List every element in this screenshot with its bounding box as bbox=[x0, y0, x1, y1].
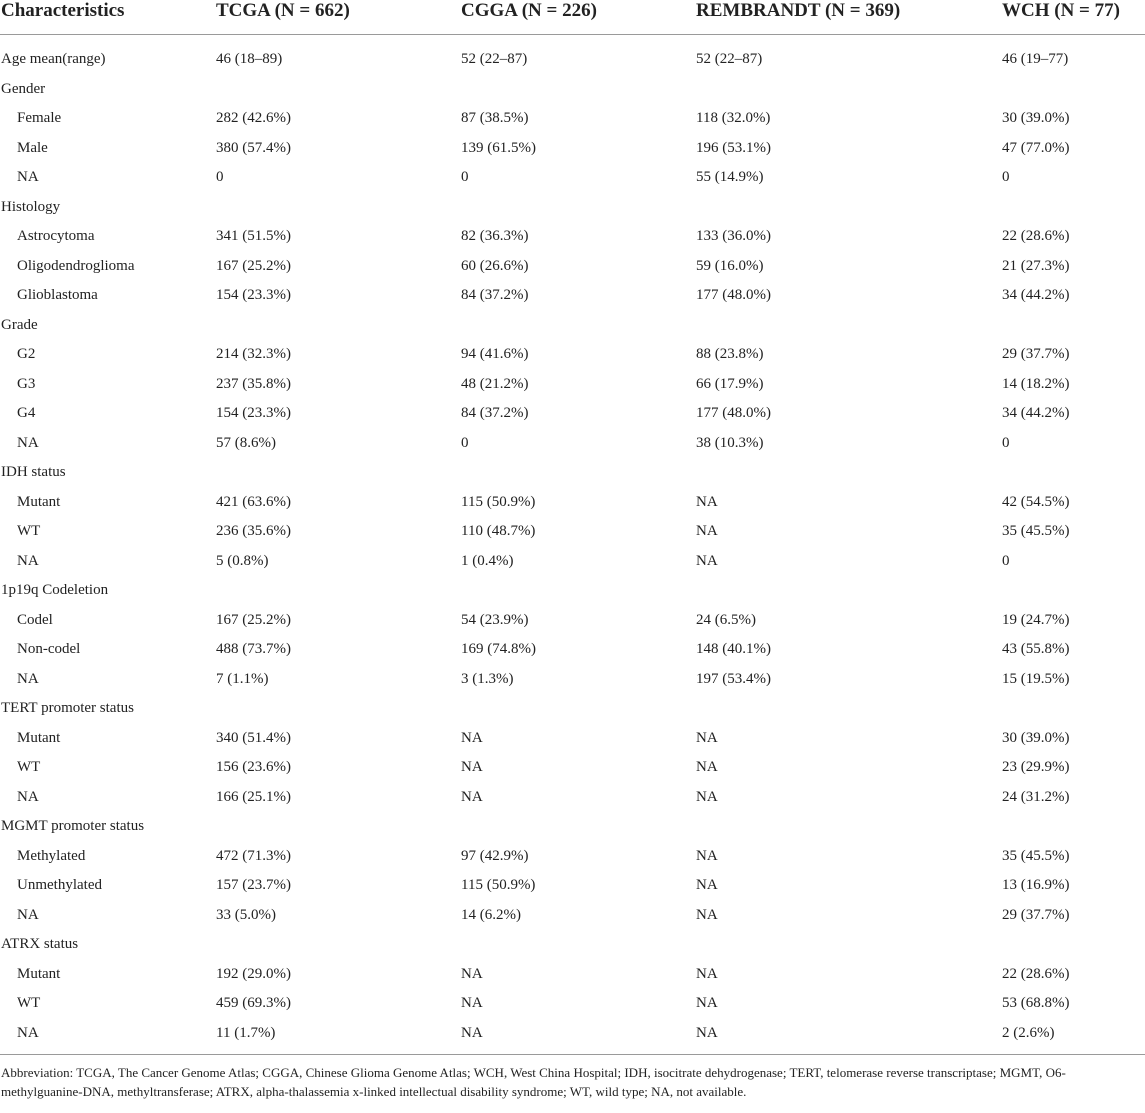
table-row bbox=[0, 635, 1145, 665]
cell-wch bbox=[1002, 812, 1145, 842]
cell-cgga bbox=[461, 812, 696, 842]
cell-wch: 15 (19.5%) bbox=[1002, 670, 1070, 687]
row-label: Gender bbox=[1, 80, 46, 97]
cell-wch bbox=[1002, 930, 1145, 960]
cell-rembrandt: 118 (32.0%) bbox=[696, 110, 771, 127]
cell-tcga: 340 (51.4%) bbox=[216, 729, 291, 746]
row-label: Age mean(range) bbox=[1, 51, 106, 68]
row-sublabel: Mutant bbox=[17, 729, 61, 746]
table-row bbox=[0, 960, 1145, 990]
cell-cgga: 60 (26.6%) bbox=[461, 257, 529, 274]
cell-rembrandt bbox=[696, 694, 1002, 724]
cell-cgga: 115 (50.9%) bbox=[461, 493, 536, 510]
table-row bbox=[0, 753, 1145, 783]
cell-wch: 47 (77.0%) bbox=[1002, 139, 1070, 156]
row-sublabel: Female bbox=[17, 110, 62, 127]
row-sublabel: NA bbox=[17, 169, 39, 186]
table-footnote: Abbreviation: TCGA, The Cancer Genome Atlas; CGGA, Chinese Glioma Genome Atlas; WCH, West China Hospital; IDH, isocitrate dehydrogenase; TERT, telomerase reverse transcriptase; MGMT, O6-methylguanine-DNA, methyltransferase; ATRX, alpha-thalassemia x-linked intellectual disability syndrome; WT, wild type; NA, not available. bbox=[1, 1065, 1066, 1099]
table-row bbox=[0, 1019, 1145, 1055]
cell-cgga: 97 (42.9%) bbox=[461, 847, 529, 864]
table-row bbox=[0, 134, 1145, 164]
table-row bbox=[0, 694, 1145, 724]
row-sublabel: Methylated bbox=[17, 847, 86, 864]
table-row bbox=[0, 783, 1145, 813]
table-row bbox=[0, 576, 1145, 606]
cell-wch: 2 (2.6%) bbox=[1002, 1024, 1055, 1041]
cell-wch bbox=[1002, 694, 1145, 724]
cell-wch: 53 (68.8%) bbox=[1002, 995, 1070, 1012]
cell-rembrandt bbox=[696, 458, 1002, 488]
row-sublabel: Non-codel bbox=[17, 641, 81, 658]
table-row bbox=[0, 163, 1145, 193]
cell-cgga: 0 bbox=[461, 434, 469, 451]
cell-tcga: 282 (42.6%) bbox=[216, 110, 291, 127]
cell-rembrandt: NA bbox=[696, 552, 718, 569]
cell-tcga bbox=[216, 576, 461, 606]
row-label: Grade bbox=[1, 316, 38, 333]
cell-wch: 19 (24.7%) bbox=[1002, 611, 1070, 628]
row-sublabel: NA bbox=[17, 906, 39, 923]
row-sublabel: NA bbox=[17, 552, 39, 569]
cell-tcga bbox=[216, 930, 461, 960]
cell-cgga: 110 (48.7%) bbox=[461, 523, 536, 540]
table-row bbox=[0, 340, 1145, 370]
header-rembrandt: REMBRANDT (N = 369) bbox=[696, 0, 1002, 35]
cell-wch: 24 (31.2%) bbox=[1002, 788, 1070, 805]
row-sublabel: Oligodendroglioma bbox=[17, 257, 135, 274]
cell-cgga: NA bbox=[461, 1024, 483, 1041]
table-body bbox=[0, 35, 1145, 1055]
cell-cgga: 3 (1.3%) bbox=[461, 670, 514, 687]
cell-rembrandt: 197 (53.4%) bbox=[696, 670, 771, 687]
cell-rembrandt bbox=[696, 193, 1002, 223]
cell-wch bbox=[1002, 458, 1145, 488]
table-row bbox=[0, 547, 1145, 577]
cell-cgga: NA bbox=[461, 965, 483, 982]
table-header bbox=[0, 0, 1145, 35]
cell-rembrandt: 66 (17.9%) bbox=[696, 375, 764, 392]
cell-tcga: 236 (35.6%) bbox=[216, 523, 291, 540]
cell-wch: 46 (19–77) bbox=[1002, 51, 1069, 68]
table-row bbox=[0, 370, 1145, 400]
cell-wch: 14 (18.2%) bbox=[1002, 375, 1070, 392]
row-label: TERT promoter status bbox=[1, 700, 134, 717]
cell-wch bbox=[1002, 311, 1145, 341]
table-row bbox=[0, 222, 1145, 252]
cell-rembrandt: NA bbox=[696, 995, 718, 1012]
cell-tcga bbox=[216, 694, 461, 724]
cell-wch: 42 (54.5%) bbox=[1002, 493, 1070, 510]
table-row bbox=[0, 429, 1145, 459]
cell-tcga: 33 (5.0%) bbox=[216, 906, 276, 923]
cell-wch: 43 (55.8%) bbox=[1002, 641, 1070, 658]
cell-rembrandt: NA bbox=[696, 729, 718, 746]
cell-tcga: 421 (63.6%) bbox=[216, 493, 291, 510]
cell-tcga bbox=[216, 812, 461, 842]
row-sublabel: WT bbox=[17, 995, 41, 1012]
table-row bbox=[0, 989, 1145, 1019]
cell-tcga: 154 (23.3%) bbox=[216, 287, 291, 304]
cell-cgga bbox=[461, 458, 696, 488]
header-wch: WCH (N = 77) bbox=[1002, 0, 1145, 35]
table-row bbox=[0, 311, 1145, 341]
table-row bbox=[0, 104, 1145, 134]
cell-cgga bbox=[461, 576, 696, 606]
cell-tcga: 5 (0.8%) bbox=[216, 552, 269, 569]
cell-cgga: 94 (41.6%) bbox=[461, 346, 529, 363]
cell-tcga: 157 (23.7%) bbox=[216, 877, 291, 894]
row-sublabel: G2 bbox=[17, 346, 36, 363]
cell-tcga: 7 (1.1%) bbox=[216, 670, 269, 687]
cell-tcga bbox=[216, 311, 461, 341]
table-row bbox=[0, 901, 1145, 931]
cell-rembrandt: NA bbox=[696, 788, 718, 805]
cell-rembrandt: 88 (23.8%) bbox=[696, 346, 764, 363]
row-sublabel: Mutant bbox=[17, 493, 61, 510]
table-row bbox=[0, 842, 1145, 872]
cell-tcga: 488 (73.7%) bbox=[216, 641, 291, 658]
cell-cgga: NA bbox=[461, 759, 483, 776]
cell-rembrandt: NA bbox=[696, 877, 718, 894]
cell-rembrandt: 59 (16.0%) bbox=[696, 257, 764, 274]
table-row bbox=[0, 665, 1145, 695]
cell-cgga bbox=[461, 193, 696, 223]
table-row bbox=[0, 930, 1145, 960]
cell-tcga bbox=[216, 458, 461, 488]
cell-tcga: 57 (8.6%) bbox=[216, 434, 276, 451]
cell-rembrandt: 177 (48.0%) bbox=[696, 405, 771, 422]
cell-cgga: 139 (61.5%) bbox=[461, 139, 536, 156]
cell-wch: 21 (27.3%) bbox=[1002, 257, 1070, 274]
header-tcga: TCGA (N = 662) bbox=[216, 0, 461, 35]
cell-tcga: 0 bbox=[216, 169, 224, 186]
cell-rembrandt: NA bbox=[696, 906, 718, 923]
cell-wch bbox=[1002, 75, 1145, 105]
cell-wch bbox=[1002, 193, 1145, 223]
row-label: Histology bbox=[1, 198, 61, 215]
cell-rembrandt bbox=[696, 812, 1002, 842]
cell-wch: 34 (44.2%) bbox=[1002, 405, 1070, 422]
table-row bbox=[0, 458, 1145, 488]
cell-cgga: 1 (0.4%) bbox=[461, 552, 514, 569]
cell-rembrandt: NA bbox=[696, 965, 718, 982]
cell-tcga: 192 (29.0%) bbox=[216, 965, 291, 982]
cell-tcga: 167 (25.2%) bbox=[216, 611, 291, 628]
row-sublabel: Mutant bbox=[17, 965, 61, 982]
cell-tcga: 459 (69.3%) bbox=[216, 995, 291, 1012]
cell-rembrandt: 177 (48.0%) bbox=[696, 287, 771, 304]
table-row bbox=[0, 517, 1145, 547]
cell-rembrandt: NA bbox=[696, 493, 718, 510]
cell-cgga: NA bbox=[461, 995, 483, 1012]
cell-rembrandt: 38 (10.3%) bbox=[696, 434, 764, 451]
cell-rembrandt: 55 (14.9%) bbox=[696, 169, 764, 186]
cell-tcga bbox=[216, 75, 461, 105]
cell-rembrandt: NA bbox=[696, 847, 718, 864]
cell-cgga bbox=[461, 930, 696, 960]
table-row bbox=[0, 812, 1145, 842]
cell-tcga: 380 (57.4%) bbox=[216, 139, 291, 156]
cell-cgga: 52 (22–87) bbox=[461, 51, 528, 68]
table-row bbox=[0, 399, 1145, 429]
cell-cgga: 48 (21.2%) bbox=[461, 375, 529, 392]
row-sublabel: Unmethylated bbox=[17, 877, 102, 894]
cell-tcga bbox=[216, 193, 461, 223]
cell-tcga: 237 (35.8%) bbox=[216, 375, 291, 392]
row-sublabel: G3 bbox=[17, 375, 36, 392]
cell-tcga: 154 (23.3%) bbox=[216, 405, 291, 422]
cell-wch: 13 (16.9%) bbox=[1002, 877, 1070, 894]
header-row bbox=[0, 0, 1145, 35]
cell-wch: 0 bbox=[1002, 434, 1010, 451]
cell-tcga: 214 (32.3%) bbox=[216, 346, 291, 363]
cell-wch: 35 (45.5%) bbox=[1002, 523, 1070, 540]
row-label: ATRX status bbox=[1, 936, 79, 953]
cell-rembrandt: NA bbox=[696, 1024, 718, 1041]
cell-tcga: 11 (1.7%) bbox=[216, 1024, 276, 1041]
table-row bbox=[0, 606, 1145, 636]
cell-tcga: 167 (25.2%) bbox=[216, 257, 291, 274]
table-row bbox=[0, 75, 1145, 105]
cell-wch: 30 (39.0%) bbox=[1002, 110, 1070, 127]
cell-rembrandt: NA bbox=[696, 759, 718, 776]
row-sublabel: Codel bbox=[17, 611, 53, 628]
table-row bbox=[0, 35, 1145, 75]
cell-wch: 0 bbox=[1002, 169, 1010, 186]
table-row bbox=[0, 252, 1145, 282]
cell-wch: 34 (44.2%) bbox=[1002, 287, 1070, 304]
cell-cgga: 84 (37.2%) bbox=[461, 405, 529, 422]
cell-wch: 30 (39.0%) bbox=[1002, 729, 1070, 746]
cell-wch: 22 (28.6%) bbox=[1002, 965, 1070, 982]
row-sublabel: G4 bbox=[17, 405, 36, 422]
table-row bbox=[0, 724, 1145, 754]
table-row bbox=[0, 871, 1145, 901]
cell-rembrandt bbox=[696, 311, 1002, 341]
cell-wch: 35 (45.5%) bbox=[1002, 847, 1070, 864]
cell-tcga: 156 (23.6%) bbox=[216, 759, 291, 776]
cell-tcga: 341 (51.5%) bbox=[216, 228, 291, 245]
header-characteristics: Characteristics bbox=[0, 0, 216, 35]
cell-cgga: NA bbox=[461, 788, 483, 805]
row-sublabel: NA bbox=[17, 1024, 39, 1041]
cell-cgga: 87 (38.5%) bbox=[461, 110, 529, 127]
table-row bbox=[0, 488, 1145, 518]
cell-cgga bbox=[461, 694, 696, 724]
cell-wch: 0 bbox=[1002, 552, 1010, 569]
cell-rembrandt: 52 (22–87) bbox=[696, 51, 763, 68]
table-row bbox=[0, 193, 1145, 223]
row-sublabel: Astrocytoma bbox=[17, 228, 95, 245]
cell-cgga: 54 (23.9%) bbox=[461, 611, 529, 628]
cell-rembrandt: 24 (6.5%) bbox=[696, 611, 756, 628]
row-sublabel: Male bbox=[17, 139, 48, 156]
cell-rembrandt bbox=[696, 75, 1002, 105]
cell-cgga: 169 (74.8%) bbox=[461, 641, 536, 658]
cell-rembrandt bbox=[696, 576, 1002, 606]
row-sublabel: WT bbox=[17, 523, 41, 540]
cell-cgga bbox=[461, 311, 696, 341]
cell-cgga: 115 (50.9%) bbox=[461, 877, 536, 894]
row-sublabel: NA bbox=[17, 434, 39, 451]
cell-cgga bbox=[461, 75, 696, 105]
cell-cgga: 84 (37.2%) bbox=[461, 287, 529, 304]
cell-rembrandt: NA bbox=[696, 523, 718, 540]
cell-wch bbox=[1002, 576, 1145, 606]
cell-tcga: 472 (71.3%) bbox=[216, 847, 291, 864]
cell-rembrandt bbox=[696, 930, 1002, 960]
row-sublabel: WT bbox=[17, 759, 41, 776]
cell-cgga: 14 (6.2%) bbox=[461, 906, 521, 923]
row-label: MGMT promoter status bbox=[1, 818, 145, 835]
cell-cgga: 82 (36.3%) bbox=[461, 228, 529, 245]
cell-rembrandt: 148 (40.1%) bbox=[696, 641, 771, 658]
cell-wch: 22 (28.6%) bbox=[1002, 228, 1070, 245]
cell-rembrandt: 196 (53.1%) bbox=[696, 139, 771, 156]
cell-tcga: 166 (25.1%) bbox=[216, 788, 291, 805]
row-sublabel: Glioblastoma bbox=[17, 287, 98, 304]
row-sublabel: NA bbox=[17, 670, 39, 687]
row-label: 1p19q Codeletion bbox=[1, 582, 109, 599]
cell-wch: 29 (37.7%) bbox=[1002, 346, 1070, 363]
cell-cgga: 0 bbox=[461, 169, 469, 186]
cell-tcga: 46 (18–89) bbox=[216, 51, 283, 68]
cell-rembrandt: 133 (36.0%) bbox=[696, 228, 771, 245]
row-sublabel: NA bbox=[17, 788, 39, 805]
row-label: IDH status bbox=[1, 464, 66, 481]
cell-wch: 23 (29.9%) bbox=[1002, 759, 1070, 776]
table-row bbox=[0, 281, 1145, 311]
cell-cgga: NA bbox=[461, 729, 483, 746]
cell-wch: 29 (37.7%) bbox=[1002, 906, 1070, 923]
header-cgga: CGGA (N = 226) bbox=[461, 0, 696, 35]
